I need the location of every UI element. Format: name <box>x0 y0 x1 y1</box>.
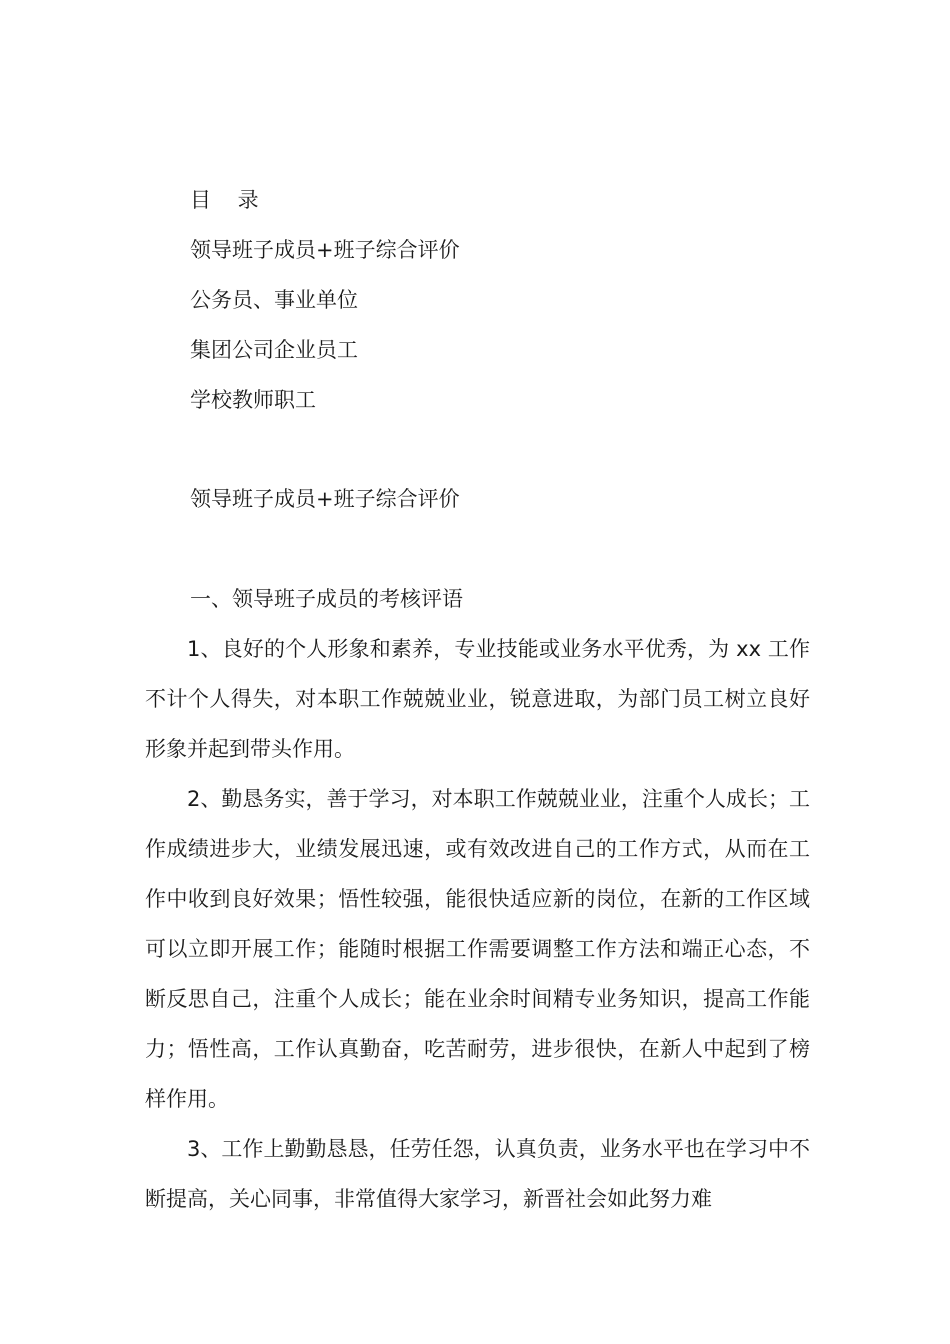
section-heading: 领导班子成员+班子综合评价 <box>190 487 460 511</box>
toc-item-school-staff: 学校教师职工 <box>190 388 316 412</box>
toc-item-group-employees: 集团公司企业员工 <box>190 338 358 362</box>
paragraph-3: 3、工作上勤勤恳恳，任劳任怨，认真负责，业务水平也在学习中不断提高，关心同事，非常值得大家学习，新晋社会如此努力难 <box>145 1137 810 1211</box>
toc-item-leadership: 领导班子成员+班子综合评价 <box>190 238 460 262</box>
sub-heading: 一、领导班子成员的考核评语 <box>190 587 463 611</box>
toc-item-civil-servants: 公务员、事业单位 <box>190 288 358 312</box>
paragraph-1: 1、良好的个人形象和素养，专业技能或业务水平优秀，为 xx 工作不计个人得失，对本职工作兢兢业业，锐意进取，为部门员工树立良好形象并起到带头作用。 <box>145 637 810 761</box>
paragraph-2: 2、勤恳务实，善于学习，对本职工作兢兢业业，注重个人成长；工作成绩进步大，业绩发展迅速，或有效改进自己的工作方式，从而在工作中收到良好效果；悟性较强，能很快适应新的岗位，在新的工作区域可以立即开展工作；能随时根据工作需要调整工作方法和端正心态，不断反思自己，注重个人成长；能在业余时间精专业务知识，提高工作能力；悟性高，工作认真勤奋，吃苦耐劳，进步很快，在新人中起到了榜样作用。 <box>145 787 810 1111</box>
toc-title: 目 录 <box>190 188 269 212</box>
evaluation-paragraphs <box>145 624 810 1224</box>
